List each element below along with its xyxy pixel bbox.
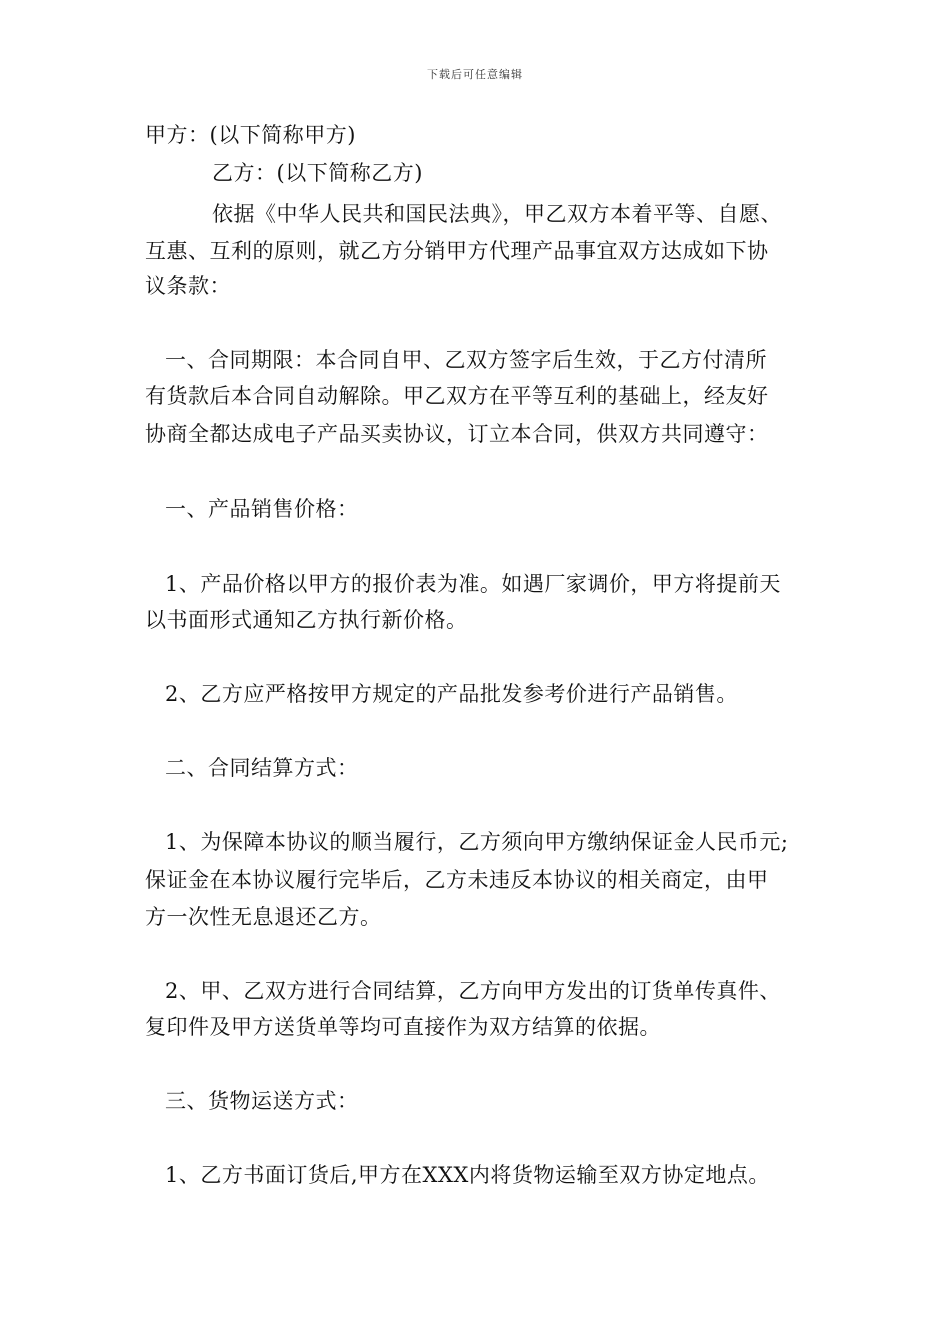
section-heading-delivery: 三、货物运送方式： [165, 1089, 359, 1113]
price-item-2: 2、乙方应严格按甲方规定的产品批发参考价进行产品销售。 [165, 682, 738, 706]
preamble-line-2: 互惠、互利的原则，就乙方分销甲方代理产品事宜双方达成如下协 [145, 239, 769, 263]
party-a-line: 甲方：(以下简称甲方) [145, 123, 356, 147]
settlement-item-1-line-3: 方一次性无息退还乙方。 [145, 905, 382, 929]
delivery-item-1: 1、乙方书面订货后,甲方在XXX内将货物运输至双方协定地点。 [165, 1163, 770, 1187]
preamble-line-1: 依据《中华人民共和国民法典》，甲乙双方本着平等、自愿、 [212, 202, 782, 226]
term-line-3: 协商全都达成电子产品买卖协议，订立本合同，供双方共同遵守： [145, 422, 769, 446]
settlement-item-1-line-2: 保证金在本协议履行完毕后，乙方未违反本协议的相关商定，由甲 [145, 868, 769, 892]
preamble-line-3: 议条款： [145, 274, 231, 298]
party-b-line: 乙方：(以下简称乙方) [212, 161, 423, 185]
price-item-1-line-1: 1、产品价格以甲方的报价表为准。如遇厂家调价，甲方将提前天 [165, 572, 781, 596]
section-heading-price: 一、产品销售价格： [165, 497, 359, 521]
section-heading-settlement: 二、合同结算方式： [165, 756, 359, 780]
term-line-1: 一、合同期限：本合同自甲、乙双方签字后生效，于乙方付清所 [165, 348, 767, 372]
term-line-2: 有货款后本合同自动解除。甲乙双方在平等互利的基础上，经友好 [145, 384, 769, 408]
settlement-item-2-line-2: 复印件及甲方送货单等均可直接作为双方结算的依据。 [145, 1015, 661, 1039]
settlement-item-2-line-1: 2、甲、乙双方进行合同结算，乙方向甲方发出的订货单传真件、 [165, 979, 781, 1003]
header-note: 下载后可任意编辑 [427, 68, 523, 81]
settlement-item-1-line-1: 1、为保障本协议的顺当履行，乙方须向甲方缴纳保证金人民币元; [165, 830, 789, 854]
price-item-1-line-2: 以书面形式通知乙方执行新价格。 [145, 608, 468, 632]
